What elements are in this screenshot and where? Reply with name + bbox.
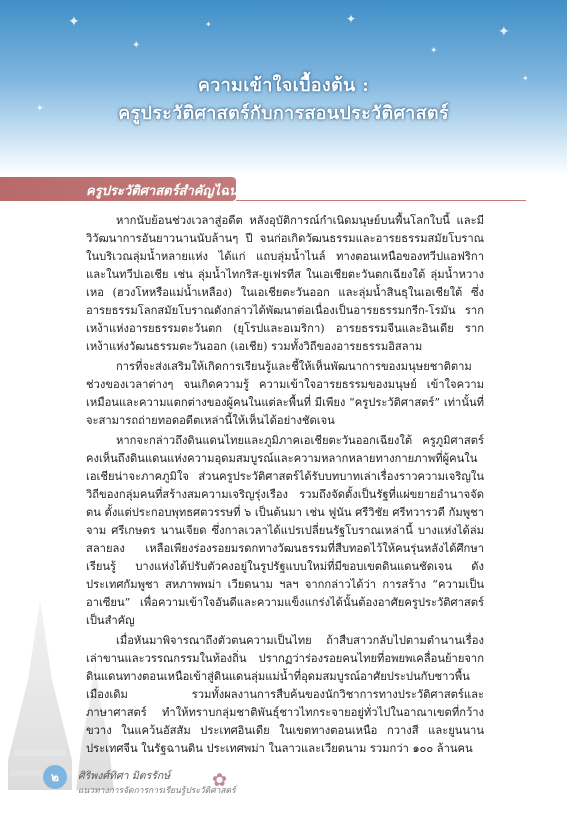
- flower-icon: ✿: [212, 770, 228, 791]
- sparkle-icon: ✦: [522, 74, 529, 83]
- paragraph: หากนับย้อนช่วงเวลาสู่อดีต หลังอุบัติการณ์กำเนิดมนุษย์บนพื้นโลกใบนี้ และมีวิวัฒนาการอันยาวนานนับล้านๆ ปี จนก่อเกิดวัฒนธรรมและอารยธรรมสมัยโบราณในบริเวณลุ่มน้ำหลายแห่ง ได้แก่ แถบลุ่มน้ำไนล์ ทางตอนเหนือของทวีปแอฟริกา และในทวีปเอเชีย เช่น ลุ่มน้ำไทกริส-ยูเฟรทีส ในเอเชียตะวันตกเฉียงใต้ ลุ่มน้ำหวางเหอ (ฮวงโหหรือแม่น้ำเหลือง) ในเอเชียตะวันออก และลุ่มน้ำสินธุในเอเชียใต้ ซึ่งอารยธรรมโลกสมัยโบราณดังกล่าวได้พัฒนาต่อเนื่องเป็นอารยธรรมกรีก-โรมัน รากเหง้าแห่งอารยธรรมตะวันตก (ยุโรปและอเมริกา) อารยธรรมจีนและอินเดีย รากเหง้าแห่งวัฒนธรรมตะวันออก (เอเชีย) รวมทั้งวิถีของอารยธรรมอิสลาม: [86, 214, 484, 353]
- paragraph: หากจะกล่าวถึงดินแดนไทยและภูมิภาคเอเชียตะวันออกเฉียงใต้ ครูภูมิศาสตร์คงเห็นถึงดินแดนแห่งความอุดมสมบูรณ์และความหลากหลายทางกายภาพที่ผู้คนในเอเชียน่าจะภาคภูมิใจ ส่วนครูประวัติศาสตร์ได้รับบทบาทเล่าเรื่องราวความเจริญในวิถีของกลุ่มคนที่สร้างสมความเจริญรุ่งเรือง รวมถึงจัดตั้งเป็นรัฐที่แผ่ขยายอำนาจจัดตน ตั้งแต่ประกอบพุทธศตวรรษที่ ๖ เป็นต้นมา เช่น ฟูนัน ศรีวิชัย ศรีทวารวดี กัมพูชา จาม ศรีเกษตร นานเจียด ซึ่งกาลเวลาได้แปรเปลี่ยนรัฐโบราณเหล่านี้ บางแห่งได้ล่มสลายลง เหลือเพียงร่องรอยมรดกทางวัฒนธรรมที่สืบทอดไว้ให้คนรุ่นหลังได้ศึกษาเรียนรู้ บางแห่งได้ปรับตัวคงอยู่ในรูปรัฐแบบใหม่ที่มีขอบเขตดินแดนชัดเจน ดังประเทศกัมพูชา สหภาพพม่า เวียดนาม ฯลฯ จากกล่าวได้ว่า การสร้าง “ความเป็นอาเซียน” เพื่อความเข้าใจอันดีและความแข็งแกร่งได้นั้นต้องอาศัยครูประวัติศาสตร์เป็นสำคัญ: [86, 434, 484, 627]
- section-heading: ครูประวัติศาสตร์สำคัญไฉน: [86, 184, 238, 199]
- footer-author: ศิริพงศ์ทิศา มิตรรักษ์: [78, 770, 171, 782]
- chapter-title-line2: ครูประวัติศาสตร์กับการสอนประวัติศาสตร์: [118, 103, 449, 124]
- section-heading-tab: [0, 177, 236, 201]
- sparkle-icon: ✦: [205, 20, 212, 29]
- sparkle-icon: ✦: [36, 104, 44, 114]
- footer-book-title: แนวทางการจัดการการเรียนรู้ประวัติศาสตร์: [78, 786, 236, 796]
- section-divider: [236, 200, 526, 201]
- sparkle-icon: ✦: [430, 46, 438, 56]
- sparkle-icon: ✦: [132, 40, 141, 51]
- chapter-title-line1: ความเข้าใจเบื้องต้น :: [197, 75, 370, 96]
- paragraph: การที่จะส่งเสริมให้เกิดการเรียนรู้และชี้ให้เห็นพัฒนาการของมนุษยชาติตามช่วงของเวลาต่างๆ จนเกิดความรู้ ความเข้าใจอารยธรรมของมนุษย์ เข้าใจความเหมือนและความแตกต่างของผู้คนในแต่ละพื้นที่ มีเพียง “ครูประวัติศาสตร์” เท่านั้นที่จะสามารถถ่ายทอดอดีตเหล่านี้ให้เห็นได้อย่างชัดเจน: [86, 360, 484, 427]
- sparkle-icon: ✦: [346, 12, 357, 26]
- page-number: ๒: [43, 765, 67, 789]
- sparkle-icon: ✦: [498, 24, 510, 40]
- paragraph: เมื่อหันมาพิจารณาถึงตัวตนความเป็นไทย ถ้าสืบสาวกลับไปตามตำนานเรื่องเล่าขานและวรรณกรรมในท้องถิ่น ปรากฏว่าร่องรอยคนไทยที่อพยพเคลื่อนย้ายจากดินแดนทางตอนเหนือเข้าสู่ดินแดนลุ่มแม่น้ำที่อุดมสมบูรณ์อาศัยประปนกับชาวพื้นเมืองเดิม รวมทั้งผลงานการสืบค้นของนักวิชาการทางประวัติศาสตร์และภาษาศาสตร์ ทำให้ทราบกลุ่มชาติพันธุ์ชาวไทกระจายอยู่ทั่วไปในอาณาเขตที่กว้างขวาง ในแคว้นอัสสัม ประเทศอินเดีย ในเขตทางตอนเหนือ กวางสี และยูนนาน ประเทศจีน ในรัฐฉานดิน ประเทศพม่า ในลาวและเวียดนาม รวมกว่า ๑๐๐ ล้านคน: [86, 634, 484, 755]
- sparkle-icon: ✦: [68, 14, 80, 30]
- article-body: [86, 212, 484, 760]
